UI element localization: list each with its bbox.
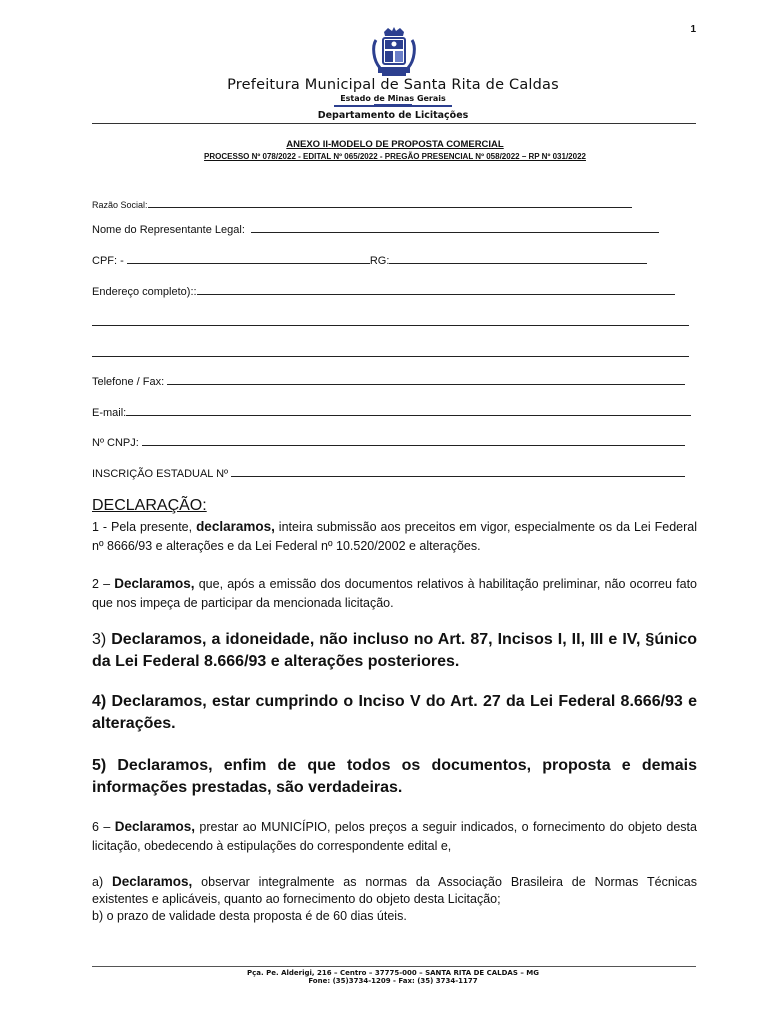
razao-social-label: Razão Social: [92, 200, 148, 210]
cnpj-field[interactable] [92, 435, 685, 449]
endereco-line-2[interactable] [92, 325, 689, 326]
rg-label: RG: [369, 255, 390, 267]
representante-field[interactable] [92, 222, 659, 236]
declaration-paragraph-3: 3) Declaramos, a idoneidade, não incluso no Art. 87, Incisos I, II, III e IV, §único da Lei Federal 8.666/93 e alterações posteriores. [92, 631, 697, 670]
declaration-paragraph-4: 4) Declaramos, estar cumprindo o Inciso V do Art. 27 da Lei Federal 8.666/93 e alterações. [92, 693, 697, 732]
declaration-paragraph-6: 6 – Declaramos, prestar ao MUNICÍPIO, pelos preços a seguir indicados, o fornecimento do objeto desta licitação, obedecendo à estipulações do correspondente edital e, [92, 819, 697, 853]
declaration-paragraph-a: a) Declaramos, observar integralmente as normas da Associação Brasileira de Normas Técnicas existentes e aplicáveis, quanto ao fornecimento do objeto desta Licitação; [92, 874, 698, 906]
inscricao-label: INSCRIÇÃO ESTADUAL Nº [92, 468, 229, 480]
footer-address: Pça. Pe. Alderigi, 216 – Centro – 37775-000 – SANTA RITA DE CALDAS – MG [247, 969, 539, 977]
inscricao-field[interactable] [92, 466, 685, 480]
page-number: 1 [690, 24, 696, 35]
declaration-title: DECLARAÇÃO: [92, 497, 207, 514]
endereco-field[interactable] [92, 284, 675, 298]
municipality-name: Prefeitura Municipal de Santa Rita de Caldas [227, 77, 559, 93]
endereco-label: Endereço completo):: [92, 286, 197, 298]
cpf-rg-field[interactable] [92, 253, 647, 267]
header-rule [92, 123, 696, 124]
email-field[interactable] [92, 405, 691, 419]
municipal-coat-of-arms-icon [370, 26, 418, 78]
telefone-label: Telefone / Fax: [92, 376, 165, 388]
declaration-paragraph-2: 2 – Declaramos, que, após a emissão dos documentos relativos à habilitação preliminar, não ocorreu fato que nos impeça de participar da mencionada licitação. [92, 576, 697, 610]
email-label: E-mail: [92, 407, 127, 419]
razao-social-field[interactable] [92, 197, 632, 210]
declaration-paragraph-5: 5) Declaramos, enfim de que todos os documentos, proposta e demais informações prestadas, são verdadeiras. [92, 757, 697, 796]
representante-label: Nome do Representante Legal: [92, 224, 245, 236]
header-divider-accent [374, 104, 412, 107]
declaration-paragraph-b: b) o prazo de validade desta proposta é de 60 dias úteis. [92, 909, 407, 923]
cpf-label: CPF: - [92, 255, 124, 267]
cnpj-label: Nº CNPJ: [92, 437, 139, 449]
footer-phone: Fone: (35)3734-1209 - Fax: (35) 3734-1177 [308, 977, 478, 985]
telefone-field[interactable] [92, 374, 685, 388]
footer-rule [92, 966, 696, 967]
annex-title: ANEXO II-MODELO DE PROPOSTA COMERCIAL [286, 139, 504, 150]
endereco-line-3[interactable] [92, 356, 689, 357]
process-subtitle: PROCESSO Nº 078/2022 - EDITAL Nº 065/2022 - PREGÃO PRESENCIAL Nº 058/2022 – RP Nº 031/2022 [204, 152, 586, 161]
department-name: Departamento de Licitações [317, 110, 469, 121]
state-name: Estado de Minas Gerais [340, 94, 446, 103]
declaration-paragraph-1: 1 - Pela presente, declaramos, inteira submissão aos preceitos em vigor, especialmente os da Lei Federal nº 8666/93 e alterações e da Lei Federal nº 10.520/2002 e alterações. [92, 519, 697, 553]
